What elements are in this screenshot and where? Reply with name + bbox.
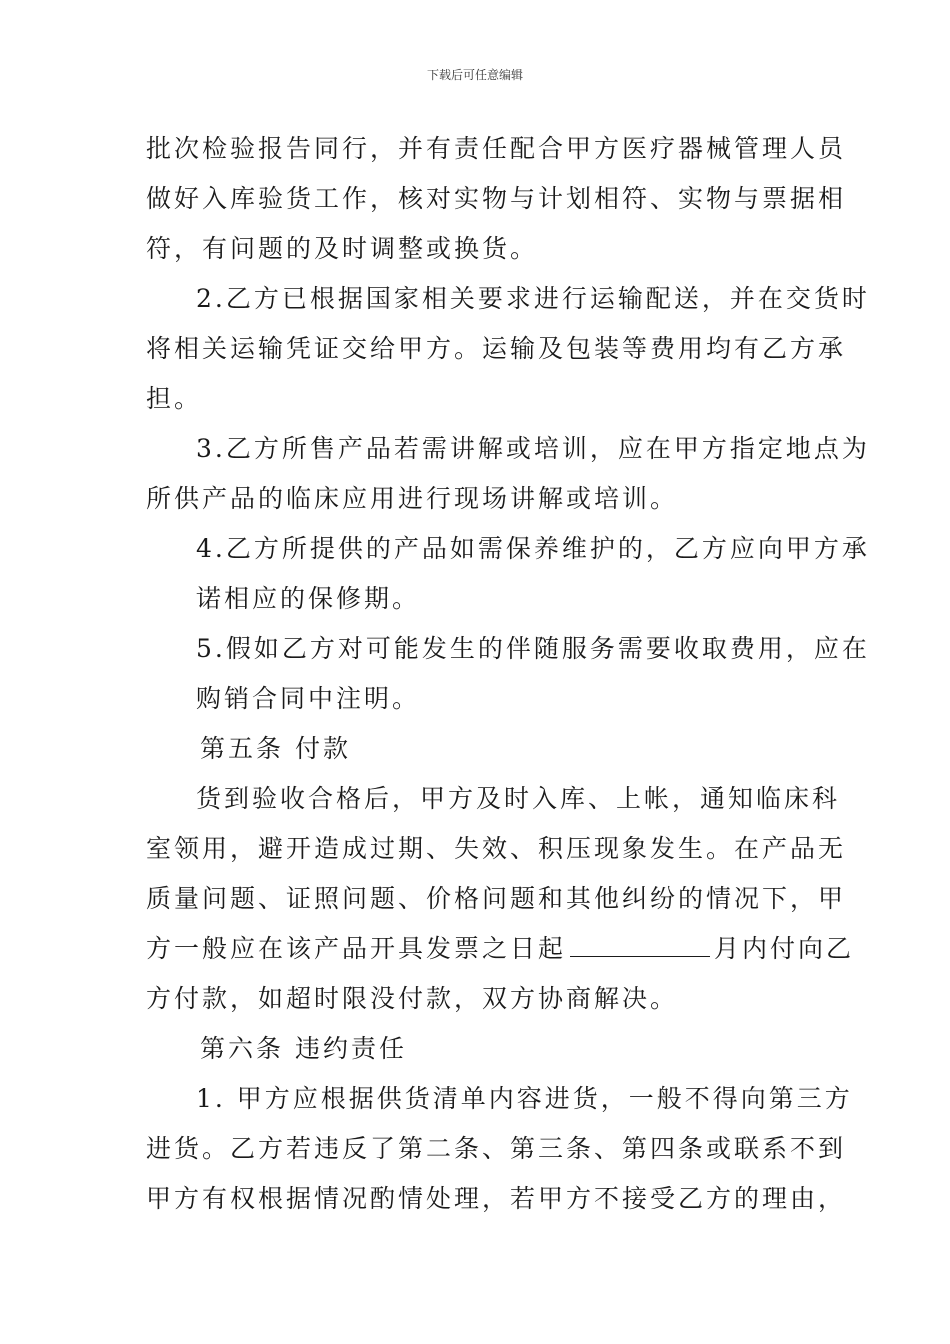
text-line: 质量问题、证照问题、价格问题和其他纠纷的情况下，甲 [146,884,847,913]
clause-2-line: 2.乙方已根据国家相关要求进行运输配送，并在交货时 [196,284,870,313]
page-header-note: 下载后可任意编辑 [426,68,523,82]
text-segment: 方一般应在该产品开具发票之日起 [146,934,567,963]
text-line-with-blank [146,924,855,974]
text-line: 符，有问题的及时调整或换货。 [146,234,539,263]
text-line: 担。 [146,384,203,413]
text-line: 做好入库验货工作，核对实物与计划相符、实物与票据相 [146,184,847,213]
document-body [146,124,870,1224]
text-line: 将相关运输凭证交给甲方。运输及包装等费用均有乙方承 [146,334,847,363]
clause-3-line: 3.乙方所售产品若需讲解或培训，应在甲方指定地点为 [196,434,870,463]
text-line: 1. 甲方应根据供货清单内容进货，一般不得向第三方 [196,1084,853,1113]
text-line: 货到验收合格后，甲方及时入库、上帐，通知临床科 [196,784,841,813]
text-line: 方付款，如超时限没付款，双方协商解决。 [146,984,679,1013]
section-heading-article-6: 第六条 违约责任 [200,1034,407,1063]
fill-in-blank [570,934,710,957]
text-line: 诺相应的保修期。 [196,584,421,613]
text-line: 室领用，避开造成过期、失效、积压现象发生。在产品无 [146,834,847,863]
clause-4-line: 4.乙方所提供的产品如需保养维护的，乙方应向甲方承 [196,534,870,563]
text-segment: 月内付向乙 [714,934,855,963]
text-line: 批次检验报告同行，并有责任配合甲方医疗器械管理人员 [146,134,847,163]
text-line: 进货。乙方若违反了第二条、第三条、第四条或联系不到 [146,1134,847,1163]
section-heading-article-5: 第五条 付款 [200,734,351,763]
text-line: 甲方有权根据情况酌情处理，若甲方不接受乙方的理由， [146,1184,847,1213]
text-line: 购销合同中注明。 [196,684,421,713]
clause-5-line: 5.假如乙方对可能发生的伴随服务需要收取费用，应在 [196,634,870,663]
text-line: 所供产品的临床应用进行现场讲解或培训。 [146,484,679,513]
